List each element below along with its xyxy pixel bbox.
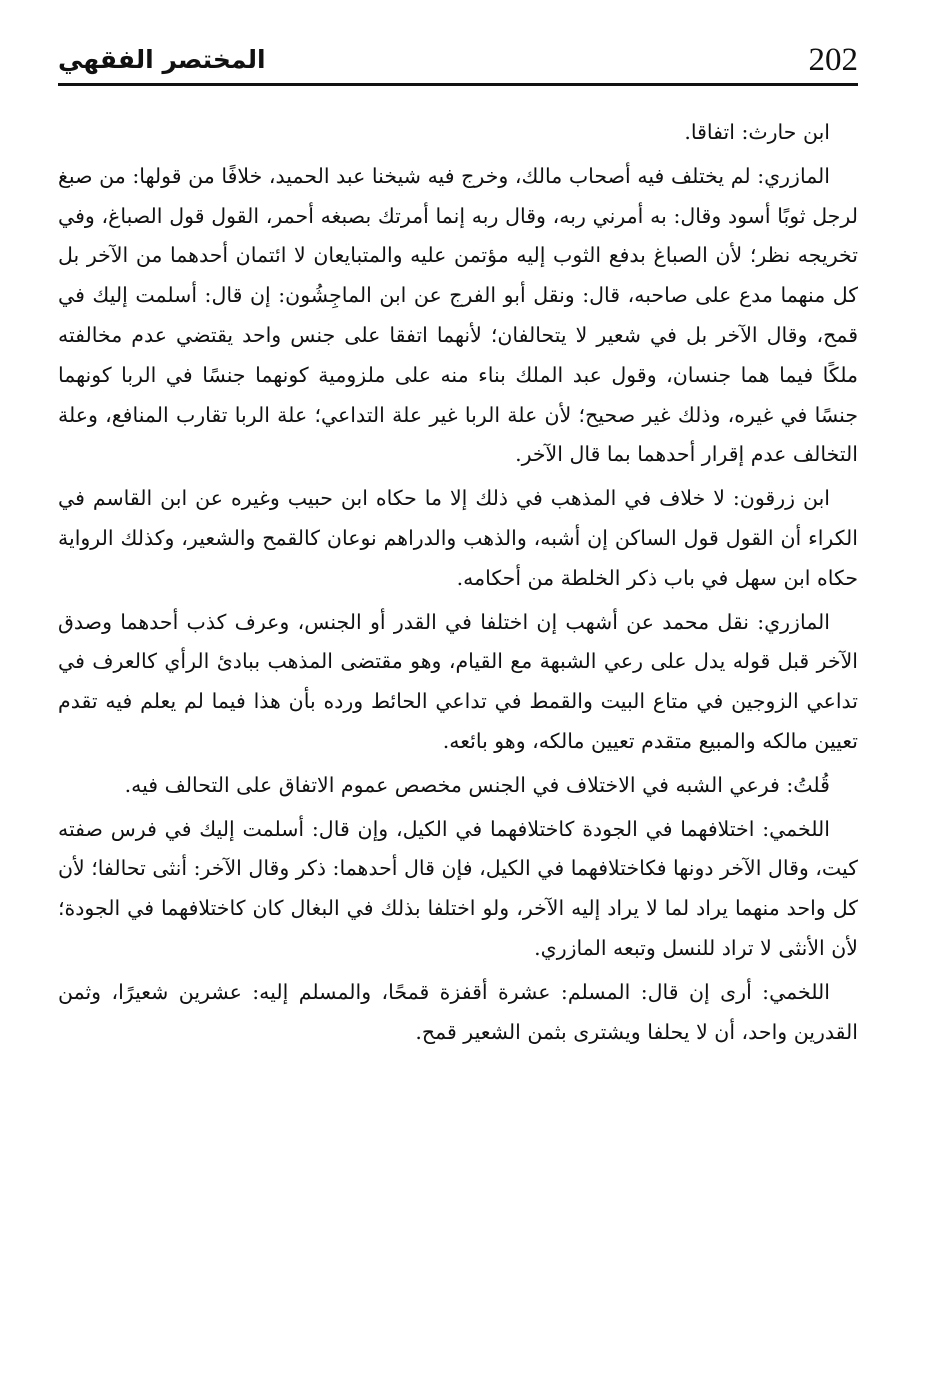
paragraph: قُلتُ: فرعي الشبه في الاختلاف في الجنس مخصص عموم الاتفاق على التحالف فيه. — [124, 772, 830, 797]
page-number: 202 — [808, 42, 858, 78]
paragraph: اللخمي: أرى إن قال: المسلم: عشرة أقفزة قمحًا، والمسلم إليه: عشرين شعيرًا، وثمن القدرين واحد، أن لا يحلفا ويشترى بثمن الشعير قمح. — [58, 979, 858, 1044]
running-title: المختصر الفقهي — [58, 45, 266, 74]
paragraph: ابن زرقون: لا خلاف في المذهب في ذلك إلا ما حكاه ابن حبيب وغيره عن ابن القاسم في الكراء أن القول قول الساكن إن أشبه، والذهب والدراهم نوعان كالقمح والشعير، وكذلك الرواية حكاه ابن سهل في باب ذكر الخلطة من أحكامه. — [58, 486, 858, 590]
page-header — [58, 38, 858, 86]
paragraph: المازري: لم يختلف فيه أصحاب مالك، وخرج فيه شيخنا عبد الحميد، خلافًا من قولها: من صبغ لرجل ثوبًا أسود وقال: به أمرني ربه، وقال ربه إنما أمرتك بصبغه أحمر، القول قول الصباغ، وفي تخريجه نظر؛ لأن الصباغ بدفع الثوب إليه مؤتمن عليه والمتبايعان لا ائتمان أحدهما من الآخر بل كل منهما مدع على صاحبه، قال: ونقل أبو الفرج عن ابن الماجِشُون: إن قال: أسلمت إليك في قمح، وقال الآخر بل في شعير لا يتحالفان؛ لأنهما اتفقا على جنس واحد يقتضي عدم مخالفته ملكًا فيما هما جنسان، وقول عبد الملك بناء منه على ملزومية كونهما جنسًا في الربا كونهما جنسًا في غيره، وذلك غير صحيح؛ لأن علة الربا غير علة التداعي؛ علة الربا تقارب المنافع، وعلة التخالف عدم إقرار أحدهما بما قال الآخر. — [58, 163, 858, 467]
body-text — [58, 113, 858, 1056]
header-rule — [58, 83, 858, 86]
paragraph: اللخمي: اختلافهما في الجودة كاختلافهما في الكيل، وإن قال: أسلمت إليك في فرس صفته كيت، وقال الآخر دونها فكاختلافهما في الكيل، فإن قال أحدهما: ذكر وقال الآخر: أنثى تحالفا؛ لأن كل واحد منهما يراد لما لا يراد إليه الآخر، ولو اختلفا بذلك في البغال كان كاختلافهما في الجودة؛ لأن الأنثى لا تراد للنسل وتبعه المازري. — [58, 816, 858, 960]
paragraph: المازري: نقل محمد عن أشهب إن اختلفا في القدر أو الجنس، وعرف كذب أحدهما وصدق الآخر قبل قوله يدل على رعي الشبهة مع القيام، وهو مقتضى المذهب ببادئ الرأي كالعرف في تداعي الزوجين في متاع البيت والقمط في تداعي الحائط ورده بأن هذا فيما لم يعلم فيه تقدم تعيين مالكه والمبيع متقدم تعيين مالكه، وهو بائعه. — [58, 609, 858, 753]
paragraph: ابن حارث: اتفاقا. — [684, 120, 830, 144]
